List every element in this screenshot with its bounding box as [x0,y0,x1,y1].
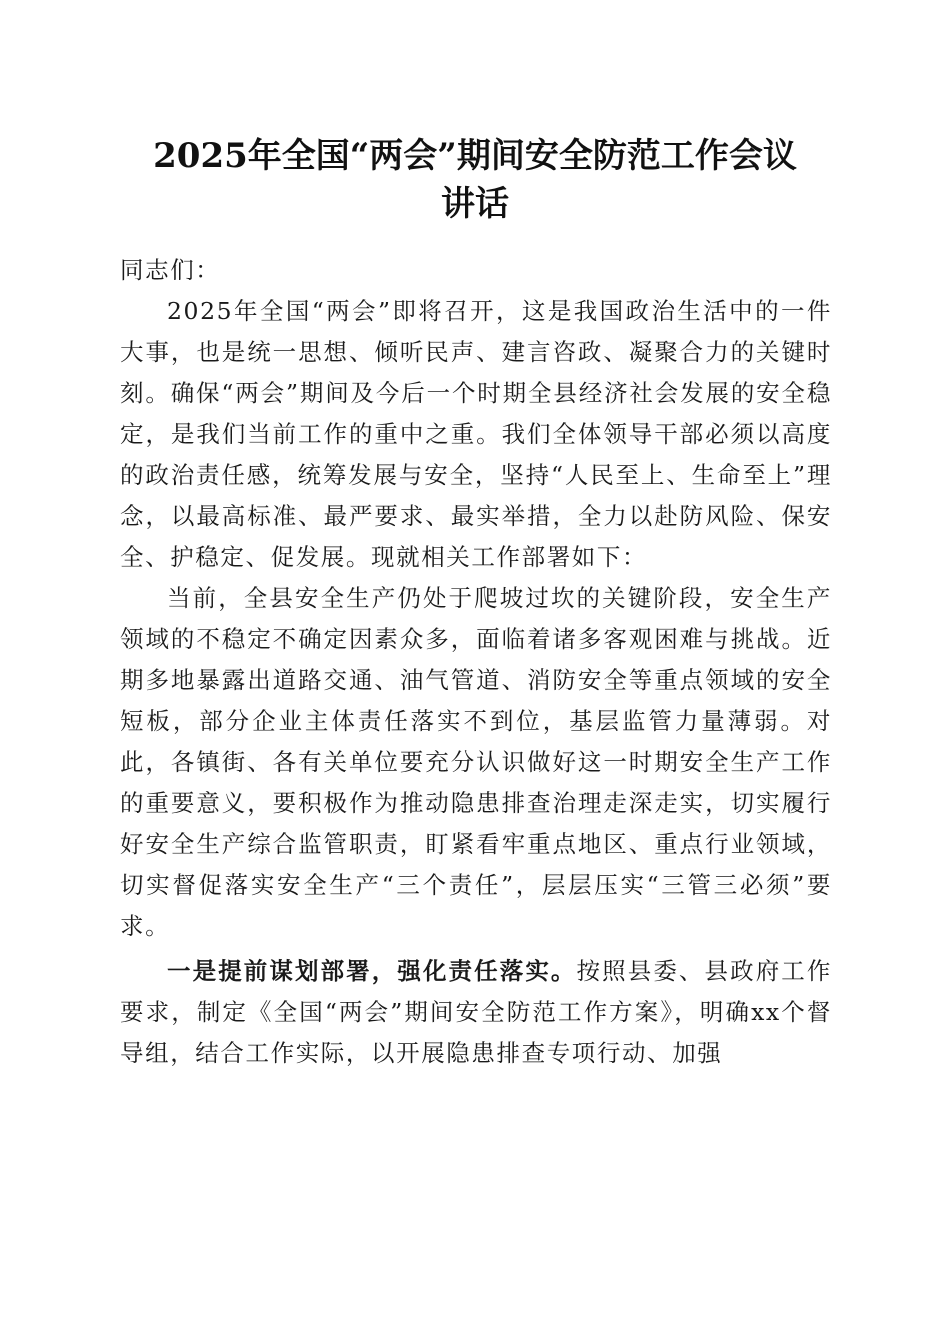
paragraph-3 [120,951,832,1074]
paragraph-3-lead: 一是提前谋划部署，强化责任落实。 [167,957,577,985]
paragraph-3-text: 按照县委、县政府工作要求，制定《全国“两会”期间安全防范工作方案》，明确xx个督导组，结合工作实际，以开展隐患排查专项行动、加强 [120,957,832,1067]
title-line-1: 2025年全国“两会”期间安全防范工作会议 [153,136,797,176]
paragraph-2-text: 当前，全县安全生产仍处于爬坡过坎的关键阶段，安全生产领域的不稳定不确定因素众多，面临着诸多客观困难与挑战。近期多地暴露出道路交通、油气管道、消防安全等重点领域的安全短板，部分企业主体责任落实不到位，基层监管力量薄弱。对此，各镇街、各有关单位要充分认识做好这一时期安全生产工作的重要意义，要积极作为推动隐患排查治理走深走实，切实履行好安全生产综合监管职责，盯紧看牢重点地区、重点行业领域，切实督促落实安全生产“三个责任”，层层压实“三管三必须”要求。 [120,584,832,940]
document-body [120,250,832,1074]
document-title [110,132,840,228]
salutation: 同志们： [120,256,221,284]
title-line-2: 讲话 [441,184,509,224]
paragraph-1 [120,291,832,578]
paragraph-2 [120,578,832,947]
paragraph-1-text: 2025年全国“两会”即将召开，这是我国政治生活中的一件大事，也是统一思想、倾听民声、建言咨政、凝聚合力的关键时刻。确保“两会”期间及今后一个时期全县经济社会发展的安全稳定，是我们当前工作的重中之重。我们全体领导干部必须以高度的政治责任感，统筹发展与安全，坚持“人民至上、生命至上”理念，以最高标准、最严要求、最实举措，全力以赴防风险、保安全、护稳定、促发展。现就相关工作部署如下： [120,297,832,571]
